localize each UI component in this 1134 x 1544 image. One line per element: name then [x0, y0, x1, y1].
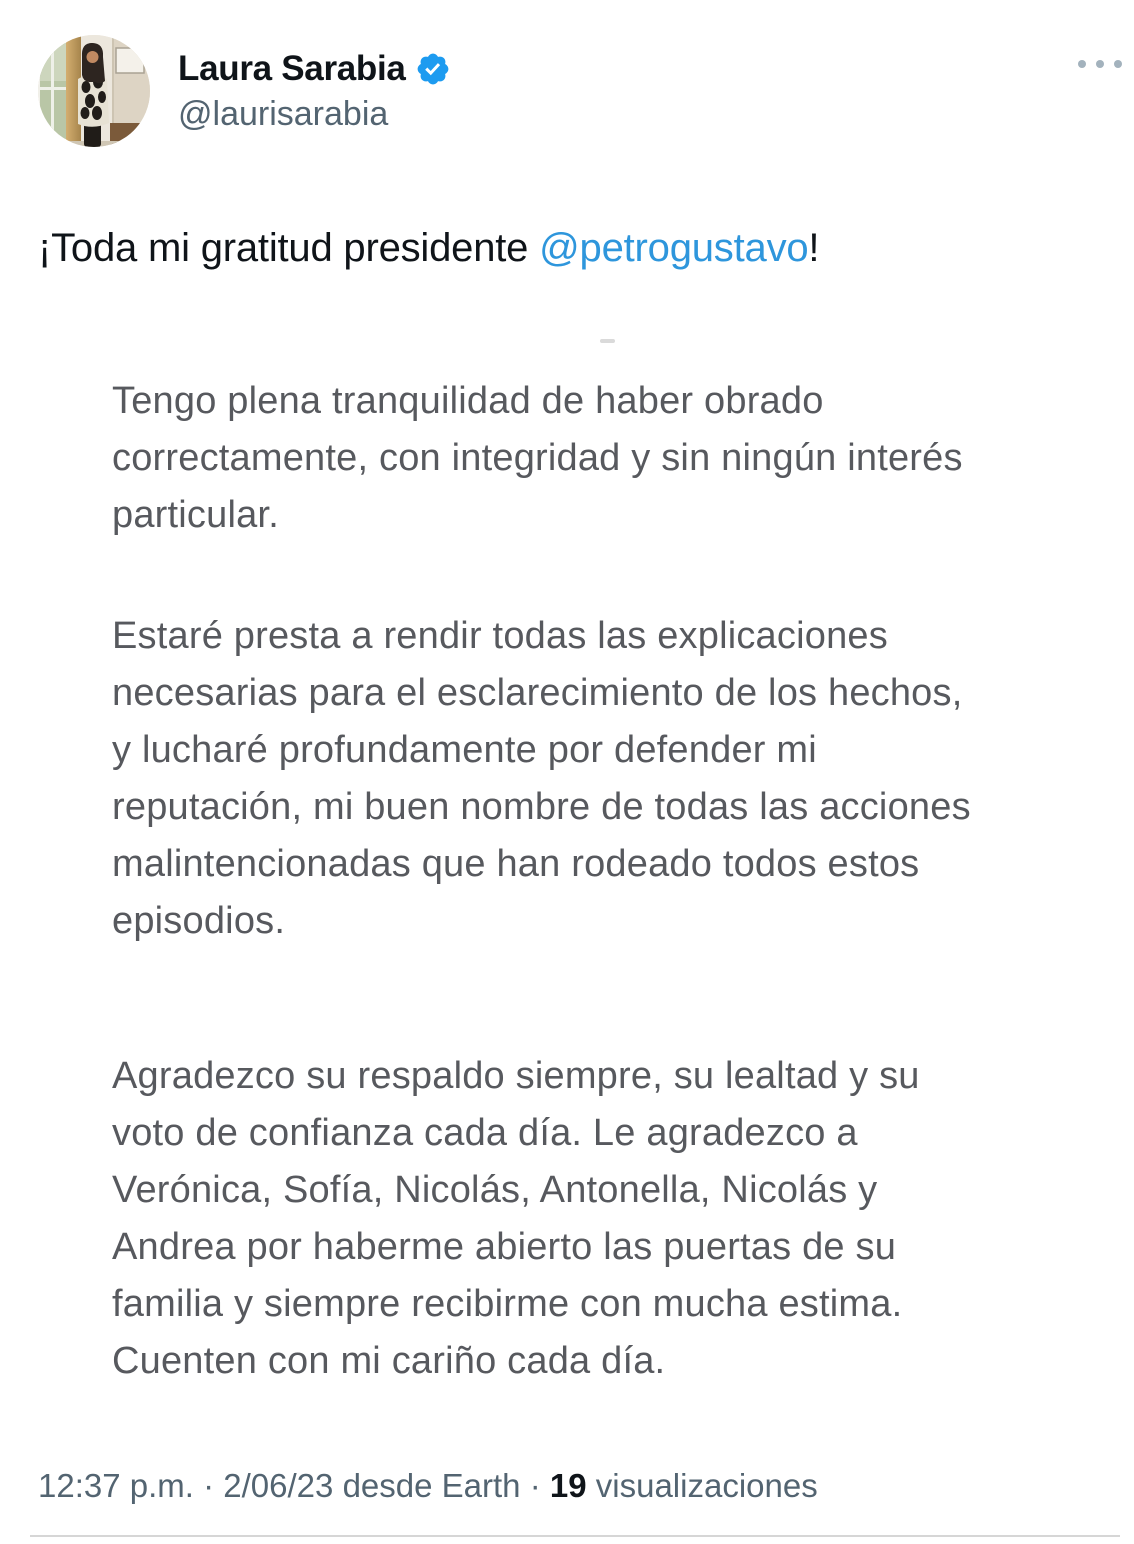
letter-line: particular.: [112, 494, 279, 536]
more-horizontal-icon: [1114, 60, 1122, 68]
tweet-header: [38, 32, 1096, 147]
letter-line: reputación, mi buen nombre de todas las acciones: [112, 786, 971, 828]
letter-line: necesarias para el esclarecimiento de los hechos,: [112, 672, 963, 714]
letter-line: familia y siempre recibirme con mucha estima.: [112, 1283, 903, 1325]
display-name[interactable]: Laura Sarabia: [178, 49, 406, 88]
views-count: 19: [549, 1467, 587, 1504]
dot-separator: ·: [203, 1467, 215, 1504]
letter-line: Tengo plena tranquilidad de haber obrado: [112, 380, 824, 422]
letter-line: episodios.: [112, 900, 286, 942]
display-name-row: [178, 48, 451, 90]
letter-paragraph: [112, 1048, 1096, 1390]
letter-paragraph: [112, 373, 1096, 544]
tweet-text: [38, 223, 1096, 273]
attached-letter-image[interactable]: [112, 373, 1096, 1390]
letter-line: Estaré presta a rendir todas las explicaciones: [112, 615, 888, 657]
more-button[interactable]: [1074, 56, 1126, 72]
mention-link[interactable]: @petrogustavo: [539, 226, 809, 270]
letter-line: Andrea por haberme abierto las puertas de su: [112, 1226, 897, 1268]
tweet-text-start: ¡Toda mi gratitud presidente: [38, 226, 540, 270]
tweet-text-end: !: [808, 226, 820, 270]
bottom-divider: [30, 1535, 1120, 1537]
user-handle[interactable]: @laurisarabia: [178, 95, 389, 133]
timestamp: 12:37 p.m.: [38, 1467, 194, 1504]
letter-line: y lucharé profundamente por defender mi: [112, 729, 817, 771]
profile-photo-illustration: [38, 35, 150, 147]
letter-line: correctamente, con integridad y sin ningún interés: [112, 437, 963, 479]
letter-line: voto de confianza cada día. Le agradezco a: [112, 1112, 858, 1154]
dot-separator: ·: [529, 1467, 541, 1504]
views-label: visualizaciones: [595, 1467, 818, 1504]
letter-line: Cuenten con mi cariño cada día.: [112, 1340, 666, 1382]
more-horizontal-icon: [1096, 60, 1104, 68]
tweet-meta: [38, 1466, 1096, 1506]
letter-paragraph: [112, 608, 1096, 950]
verified-badge-icon[interactable]: [415, 51, 451, 87]
user-names: [178, 32, 451, 134]
avatar[interactable]: [38, 35, 150, 147]
date: 2/06/23: [223, 1467, 334, 1504]
more-horizontal-icon: [1078, 60, 1086, 68]
source-location[interactable]: desde Earth: [342, 1467, 521, 1504]
letter-artifact-mark: [600, 339, 615, 343]
letter-line: malintencionadas que han rodeado todos estos: [112, 843, 920, 885]
letter-line: Agradezco su respaldo siempre, su lealtad y su: [112, 1055, 920, 1097]
letter-line: Verónica, Sofía, Nicolás, Antonella, Nicolás y: [112, 1169, 878, 1211]
